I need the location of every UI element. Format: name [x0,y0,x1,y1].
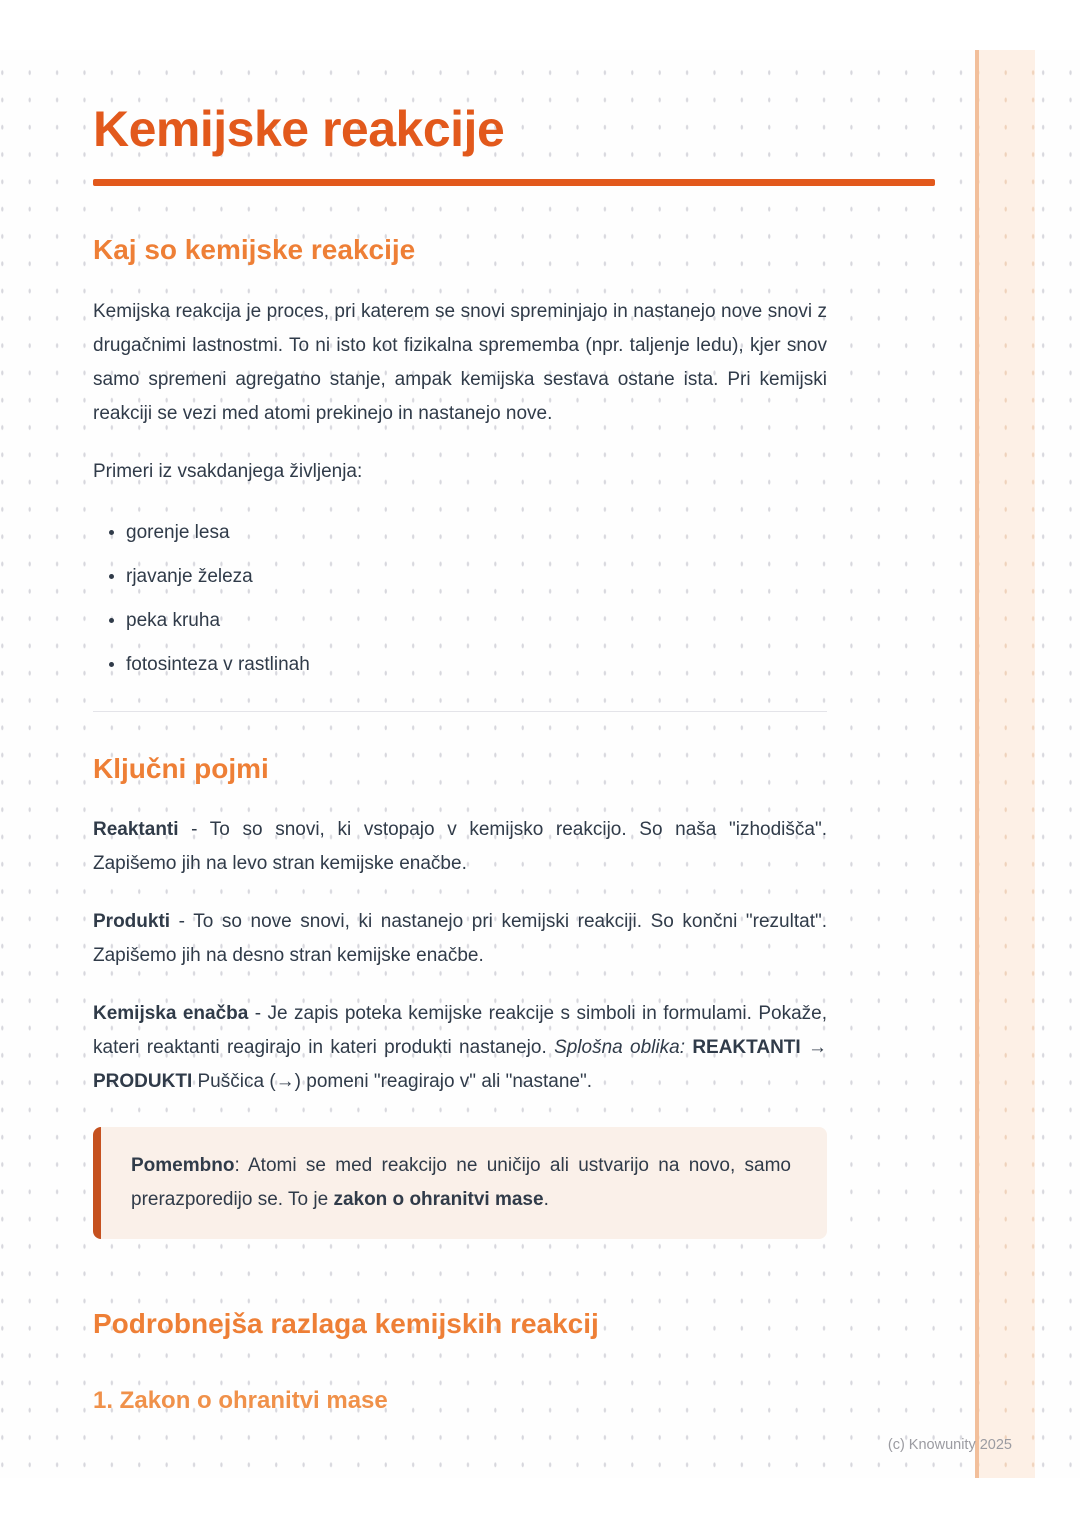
section-divider [93,711,827,712]
list-item: • rjavanje železa [126,560,793,594]
list-item: • gorenje lesa [126,516,793,550]
page-title: Kemijske reakcije [93,101,505,157]
examples-label: Primeri iz vsakdanjega življenja: [93,460,363,482]
reactants-paragraph: Reaktanti - To so snovi, ki vstopajo v kemijsko reakcijo. So naša "izhodišča". Zapišemo jih na levo stran kemijske enačbe. [93,819,827,875]
equation-paragraph: Kemijska enačba - Je zapis poteka kemijske reakcije s simboli in formulami. Pokaže, kateri reaktanti reagirajo in kateri produkti nastanejo. Splošna oblika: REAKTANTI → PRODUKTI Puščica (→) pomeni "reagirajo v" ali "nastane". [93,1003,828,1093]
list-item: • fotosinteza v rastlinah [126,648,793,682]
examples-list [93,516,793,682]
section-heading-detailed-explanation: Podrobnejša razlaga kemijskih reakcij [93,1308,599,1340]
callout-text: Pomembno: Atomi se med reakcijo ne uničijo ali ustvarijo na novo, samo prerazporedijo se. To je zakon o ohranitvi mase. [131,1155,791,1211]
products-paragraph: Produkti - To so nove snovi, ki nastanejo pri kemijski reakciji. So končni "rezultat". Zapišemo jih na desno stran kemijske enačbe. [93,911,827,967]
document-content [93,50,935,1416]
section-heading-what-are-reactions: Kaj so kemijske reakcije [93,234,416,265]
footer-credit: (c) Knowunity 2025 [887,1437,1012,1453]
list-item: • peka kruha [126,604,793,638]
title-underline [93,179,935,186]
subsection-heading-conservation-of-mass: 1. Zakon o ohranitvi mase [93,1386,388,1414]
important-callout [93,1127,827,1239]
section-heading-key-terms: Ključni pojmi [93,752,269,784]
decorative-side-strip [975,50,1035,1478]
intro-paragraph: Kemijska reakcija je proces, pri katerem se snovi spreminjajo in nastanejo nove snovi z drugačnimi lastnostmi. To ni isto kot fizikalna sprememba (npr. taljenje ledu), kjer snov samo spremeni agregatno stanje, ampak kemijska sestava ostane ista. Pri kemijski reakciji se vezi med atomi prekinejo in nastanejo nove. [93,300,827,424]
